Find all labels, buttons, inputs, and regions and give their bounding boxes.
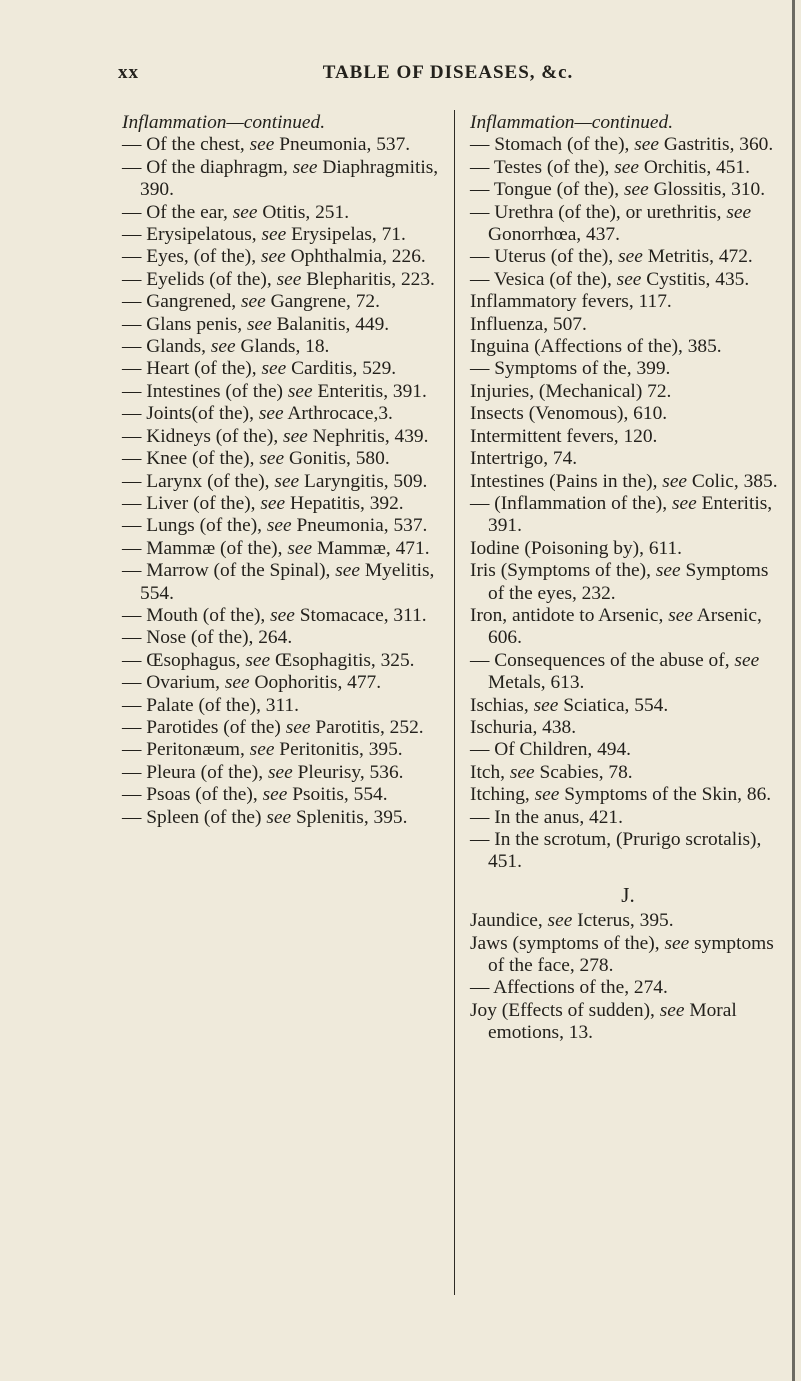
index-entry (470, 403, 786, 425)
index-entry (470, 910, 786, 932)
index-entry (122, 538, 440, 560)
column-divider (454, 110, 455, 1295)
page-number: xx (118, 62, 139, 83)
entry-term: Injuries, (Mechanical) 72. (470, 380, 672, 402)
entry-term: — Ovarium, (122, 672, 221, 694)
entry-see: see (232, 201, 258, 223)
entry-term: — Larynx (of the), (122, 470, 270, 492)
index-entry (122, 493, 440, 515)
entry-reference: Colic, 385. (691, 470, 778, 492)
index-entry (470, 269, 786, 291)
entry-reference: Psoitis, 554. (292, 784, 388, 806)
entry-term: Itching, (470, 784, 530, 806)
entry-see: see (270, 604, 295, 626)
entry-term: — Eyelids (of the), (122, 268, 272, 290)
page-header (118, 62, 778, 90)
index-entry (470, 291, 786, 313)
entry-term: Influenza, 507. (470, 313, 587, 335)
entry-reference: Pneumonia, 537. (296, 515, 428, 537)
entry-term: — Knee (of the), (122, 448, 255, 470)
index-entry (470, 336, 786, 358)
entry-see: see (659, 999, 685, 1021)
right-column-heading: Inflammation—continued. (470, 112, 674, 133)
entry-term: — Tongue (of the), (470, 179, 620, 201)
page-title: TABLE OF DISEASES, &c. (322, 62, 574, 83)
entry-reference: Glands, 18. (240, 336, 330, 358)
index-entry (122, 202, 440, 224)
index-entry (470, 739, 786, 761)
entry-see: see (623, 179, 649, 201)
entry-see: see (266, 806, 292, 828)
entry-term: — Of the chest, (122, 134, 245, 156)
entry-term: — Pleura (of the), (122, 761, 264, 783)
entry-term: — Lungs (of the), (122, 515, 263, 537)
entry-see: see (274, 470, 300, 492)
entry-term: Insects (Venomous), 610. (470, 403, 668, 425)
index-entry (470, 784, 786, 806)
entry-reference: Otitis, 251. (262, 201, 350, 223)
entry-reference: Moral emotions, 13. (488, 999, 737, 1044)
entry-term: Jaundice, (470, 910, 543, 932)
entry-reference: Gonitis, 580. (288, 448, 390, 470)
index-entry (122, 762, 440, 784)
entry-see: see (734, 649, 760, 671)
entry-see: see (258, 403, 284, 425)
entry-term: — Symptoms of the, 399. (470, 358, 671, 380)
entry-term: — Œsophagus, (122, 649, 241, 671)
entry-term: Inguina (Affections of the), 385. (470, 336, 722, 358)
index-entry (122, 291, 440, 313)
entry-term: — Glans penis, (122, 313, 243, 335)
entry-reference: Metals, 613. (488, 672, 585, 694)
index-entry (470, 717, 786, 739)
entry-see: see (287, 537, 313, 559)
entry-reference: Arsenic, 606. (488, 604, 762, 649)
index-entry (122, 471, 440, 493)
entry-term: — Palate (of the), 311. (122, 694, 299, 716)
index-entry (122, 157, 440, 202)
entry-term: — Marrow (of the Spinal), (122, 560, 331, 582)
entry-see: see (726, 201, 752, 223)
entry-term: — Spleen (of the) (122, 806, 262, 828)
index-entry (470, 157, 786, 179)
entry-reference: Oophoritis, 477. (254, 672, 382, 694)
index-entry (470, 426, 786, 448)
index-entry (122, 605, 440, 627)
entry-see: see (664, 932, 690, 954)
entry-term: — Intestines (of the) (122, 380, 284, 402)
entry-term: — Testes (of the), (470, 156, 610, 178)
entry-reference: Gonorrhœa, 437. (488, 224, 620, 246)
index-entry (470, 134, 786, 156)
index-entry (122, 448, 440, 470)
entry-see: see (616, 268, 642, 290)
entry-see: see (292, 156, 318, 178)
entry-reference: Blepharitis, 223. (306, 268, 435, 290)
entry-see: see (285, 716, 311, 738)
entry-term: Iris (Symptoms of the), (470, 560, 651, 582)
index-entry (122, 717, 440, 739)
entry-reference: Arthrocace,3. (287, 403, 393, 425)
entry-reference: Gangrene, 72. (270, 291, 380, 313)
entry-see: see (266, 515, 292, 537)
entry-term: Itch, (470, 761, 505, 783)
index-entry (470, 829, 786, 874)
entry-term: Intertrigo, 74. (470, 448, 578, 470)
entry-see: see (259, 448, 285, 470)
entry-see: see (249, 739, 275, 761)
entry-see: see (534, 784, 560, 806)
index-entry (470, 179, 786, 201)
index-entry (122, 739, 440, 761)
index-entry (122, 650, 440, 672)
entry-see: see (276, 268, 302, 290)
entry-term: — Heart (of the), (122, 358, 257, 380)
entry-term: — In the anus, 421. (470, 806, 623, 828)
entry-see: see (210, 336, 236, 358)
entry-reference: Scabies, 78. (539, 761, 633, 783)
entry-see: see (655, 560, 681, 582)
entry-term: — Eyes, (of the), (122, 246, 257, 268)
entry-see: see (634, 134, 660, 156)
index-entry (122, 515, 440, 537)
index-entry (122, 246, 440, 268)
entry-term: Iodine (Poisoning by), 611. (470, 537, 683, 559)
entry-see: see (246, 313, 272, 335)
index-entry (122, 560, 440, 605)
index-entry (470, 358, 786, 380)
entry-term: — Gangrened, (122, 291, 237, 313)
index-entry (470, 246, 786, 268)
index-entry (122, 627, 440, 649)
entry-term: — Mammæ (of the), (122, 537, 283, 559)
section-letter-j: J. (621, 882, 635, 907)
index-entry (470, 977, 786, 999)
entry-reference: Ophthalmia, 226. (290, 246, 426, 268)
entry-term: Joy (Effects of sudden), (470, 999, 655, 1021)
entry-reference: Pneumonia, 537. (279, 134, 411, 156)
entry-see: see (671, 492, 697, 514)
index-entry (470, 202, 786, 247)
entry-see: see (287, 380, 313, 402)
entry-term: Ischuria, 438. (470, 716, 577, 738)
index-entry (470, 493, 786, 538)
entry-see: see (245, 649, 271, 671)
index-entry (122, 807, 440, 829)
entry-see: see (618, 246, 643, 268)
entry-reference: Cystitis, 435. (646, 268, 750, 290)
index-entry (470, 695, 786, 717)
entry-reference: Splenitis, 395. (295, 806, 408, 828)
index-entry (470, 807, 786, 829)
entry-reference: Myelitis, 554. (140, 560, 435, 604)
entry-term: — Erysipelatous, (122, 224, 257, 246)
entry-term: — Of the diaphragm, (122, 156, 288, 178)
left-column (122, 112, 440, 829)
index-entry (470, 538, 786, 560)
entry-see: see (283, 425, 308, 447)
entry-reference: Carditis, 529. (291, 358, 397, 380)
entry-see: see (509, 761, 535, 783)
entry-term: — Uterus (of the), (470, 246, 614, 268)
entry-term: — Nose (of the), 264. (122, 627, 293, 649)
entry-see: see (533, 694, 559, 716)
index-entry (122, 314, 440, 336)
entry-reference: Metritis, 472. (647, 246, 753, 268)
entry-term: Intestines (Pains in the), (470, 470, 658, 492)
entry-term: — Mouth (of the), (122, 604, 266, 626)
entry-term: Ischias, (470, 694, 529, 716)
index-entry (470, 762, 786, 784)
entry-reference: Diaphragmitis, 390. (140, 156, 439, 201)
entry-see: see (261, 224, 287, 246)
entry-see: see (335, 560, 361, 582)
entry-reference: Hepatitis, 392. (290, 492, 404, 514)
entry-see: see (662, 470, 688, 492)
entry-reference: Orchitis, 451. (643, 156, 750, 178)
index-entry (122, 426, 440, 448)
index-entry (470, 381, 786, 403)
entry-term: — Stomach (of the), (470, 134, 630, 156)
entry-see: see (224, 672, 250, 694)
entry-term: — Psoas (of the), (122, 784, 258, 806)
entry-term: — Parotides (of the) (122, 716, 281, 738)
entry-see: see (261, 358, 287, 380)
left-column-heading: Inflammation—continued. (122, 112, 326, 133)
index-entry (470, 448, 786, 470)
entry-reference: Symptoms of the eyes, 232. (488, 560, 769, 604)
index-entry (122, 269, 440, 291)
entry-reference: Nephritis, 439. (312, 425, 429, 447)
entry-term: — Vesica (of the), (470, 268, 612, 290)
entry-term: — Urethra (of the), or urethritis, (470, 201, 722, 223)
entry-see: see (260, 246, 286, 268)
entry-reference: Enteritis, 391. (488, 492, 773, 537)
index-entry (470, 471, 786, 493)
index-entry (470, 1000, 786, 1045)
entry-reference: Stomacace, 311. (299, 604, 427, 626)
entry-reference: Symptoms of the Skin, 86. (564, 784, 772, 806)
index-entry (122, 403, 440, 425)
entry-see: see (241, 291, 266, 313)
entry-term: — Affections of the, 274. (470, 977, 668, 999)
entry-term: — Of the ear, (122, 201, 228, 223)
entry-see: see (260, 492, 286, 514)
index-entry (122, 358, 440, 380)
entry-term: Intermittent fevers, 120. (470, 425, 658, 447)
entry-reference: Balanitis, 449. (276, 313, 390, 335)
entry-term: — Of Children, 494. (470, 739, 632, 761)
entry-reference: Œsophagitis, 325. (275, 649, 415, 671)
entry-term: — In the scrotum, (Prurigo scrotalis), 451. (470, 829, 762, 873)
right-entries-j-list (470, 910, 786, 1044)
entry-reference: Mammæ, 471. (316, 537, 430, 559)
entry-term: Inflammatory fevers, 117. (470, 291, 672, 313)
entry-term: — Joints(of the), (122, 403, 254, 425)
index-entry (470, 650, 786, 695)
entry-reference: Laryngitis, 509. (304, 470, 428, 492)
index-entry (122, 695, 440, 717)
index-entry (470, 933, 786, 978)
left-entries-list (122, 134, 440, 829)
entry-see: see (249, 134, 275, 156)
index-entry (470, 605, 786, 650)
right-column (470, 112, 786, 1045)
index-entry (122, 224, 440, 246)
entry-see: see (262, 784, 288, 806)
entry-reference: Glossitis, 310. (653, 179, 766, 201)
entry-term: Jaws (symptoms of the), (470, 932, 660, 954)
right-entries-list (470, 134, 786, 873)
index-entry (122, 381, 440, 403)
index-entry (122, 672, 440, 694)
entry-reference: Peritonitis, 395. (279, 739, 403, 761)
entry-reference: Gastritis, 360. (663, 134, 774, 156)
entry-see: see (614, 156, 639, 178)
entry-reference: Icterus, 395. (577, 910, 674, 932)
entry-term: — Kidneys (of the), (122, 425, 279, 447)
index-entry (122, 784, 440, 806)
entry-reference: symptoms of the face, 278. (488, 932, 774, 977)
entry-see: see (267, 761, 293, 783)
entry-term: — Consequences of the abuse of, (470, 649, 730, 671)
entry-reference: Sciatica, 554. (563, 694, 669, 716)
index-entry (122, 336, 440, 358)
entry-term: Iron, antidote to Arsenic, (470, 604, 664, 626)
index-entry (122, 134, 440, 156)
entry-term: — Liver (of the), (122, 492, 256, 514)
entry-term: — Peritonæum, (122, 739, 245, 761)
entry-term: — (Inflammation of the), (470, 492, 668, 514)
entry-term: — Glands, (122, 336, 207, 358)
entry-reference: Erysipelas, 71. (291, 224, 406, 246)
entry-see: see (668, 604, 693, 626)
index-entry (470, 314, 786, 336)
entry-reference: Enteritis, 391. (317, 380, 427, 402)
entry-reference: Parotitis, 252. (315, 716, 424, 738)
entry-see: see (547, 910, 573, 932)
entry-reference: Pleurisy, 536. (297, 761, 404, 783)
index-entry (470, 560, 786, 605)
page-edge-shadow (792, 0, 795, 1381)
